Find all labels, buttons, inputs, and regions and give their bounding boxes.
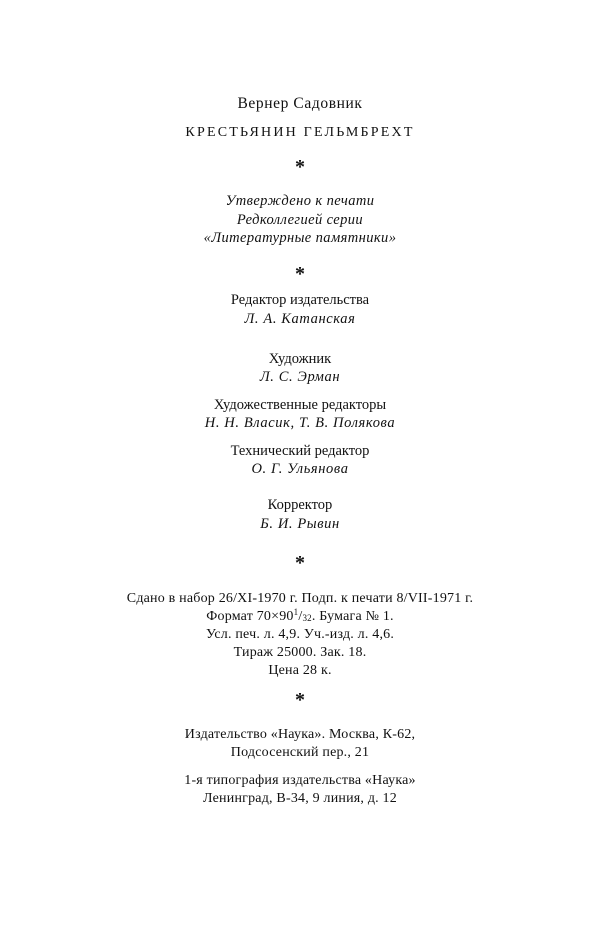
artist-role: Художник — [268, 351, 332, 367]
approval-line-1: Утверждено к печати — [225, 193, 375, 209]
proofreader-role: Корректор — [267, 497, 333, 513]
separator-star-1: * — [295, 156, 305, 178]
separator-star-2: * — [295, 263, 305, 285]
print-dates: Сдано в набор 26/XI-1970 г. Подп. к печати 8/VII-1971 г. — [126, 591, 474, 606]
editor-role: Редактор издательства — [230, 292, 370, 308]
art-editors-names: Н. Н. Власик, Т. В. Полякова — [204, 415, 396, 431]
art-editors-role: Художественные редакторы — [213, 397, 387, 413]
format-suffix: . Бумага № 1. — [311, 609, 394, 624]
printer-line-2: Ленинград, В-34, 9 линия, д. 12 — [203, 791, 397, 806]
tech-editor-name: О. Г. Ульянова — [251, 461, 349, 477]
separator-star-4: * — [295, 689, 305, 711]
price: Цена 28 к. — [268, 663, 332, 678]
approval-line-3: «Литературные памятники» — [203, 230, 397, 246]
publisher-line-2: Подсосенский пер., 21 — [230, 745, 370, 760]
author-name: Вернер Садовник — [237, 95, 363, 112]
book-title: КРЕСТЬЯНИН ГЕЛЬМБРЕХТ — [185, 125, 415, 140]
format-denominator: 32 — [302, 613, 312, 623]
printer-line-1: 1-я типография издательства «Наука» — [184, 773, 416, 788]
editor-name: Л. А. Катанская — [244, 311, 356, 327]
format-numerator: 1 — [293, 607, 299, 617]
approval-line-2: Редколлегией серии — [236, 212, 364, 228]
format-prefix: Формат 70×90 — [206, 609, 294, 624]
print-sheets: Усл. печ. л. 4,9. Уч.-изд. л. 4,6. — [205, 627, 395, 642]
print-run: Тираж 25000. Зак. 18. — [233, 645, 367, 660]
print-format: Формат $70\times 90^1/_{32}$. Бумага № 1. — [206, 607, 394, 624]
artist-name: Л. С. Эрман — [259, 369, 341, 385]
proofreader-name: Б. И. Рывин — [260, 516, 340, 532]
tech-editor-role: Технический редактор — [230, 443, 370, 459]
separator-star-3: * — [295, 552, 305, 574]
publisher-line-1: Издательство «Наука». Москва, К-62, — [184, 727, 416, 742]
